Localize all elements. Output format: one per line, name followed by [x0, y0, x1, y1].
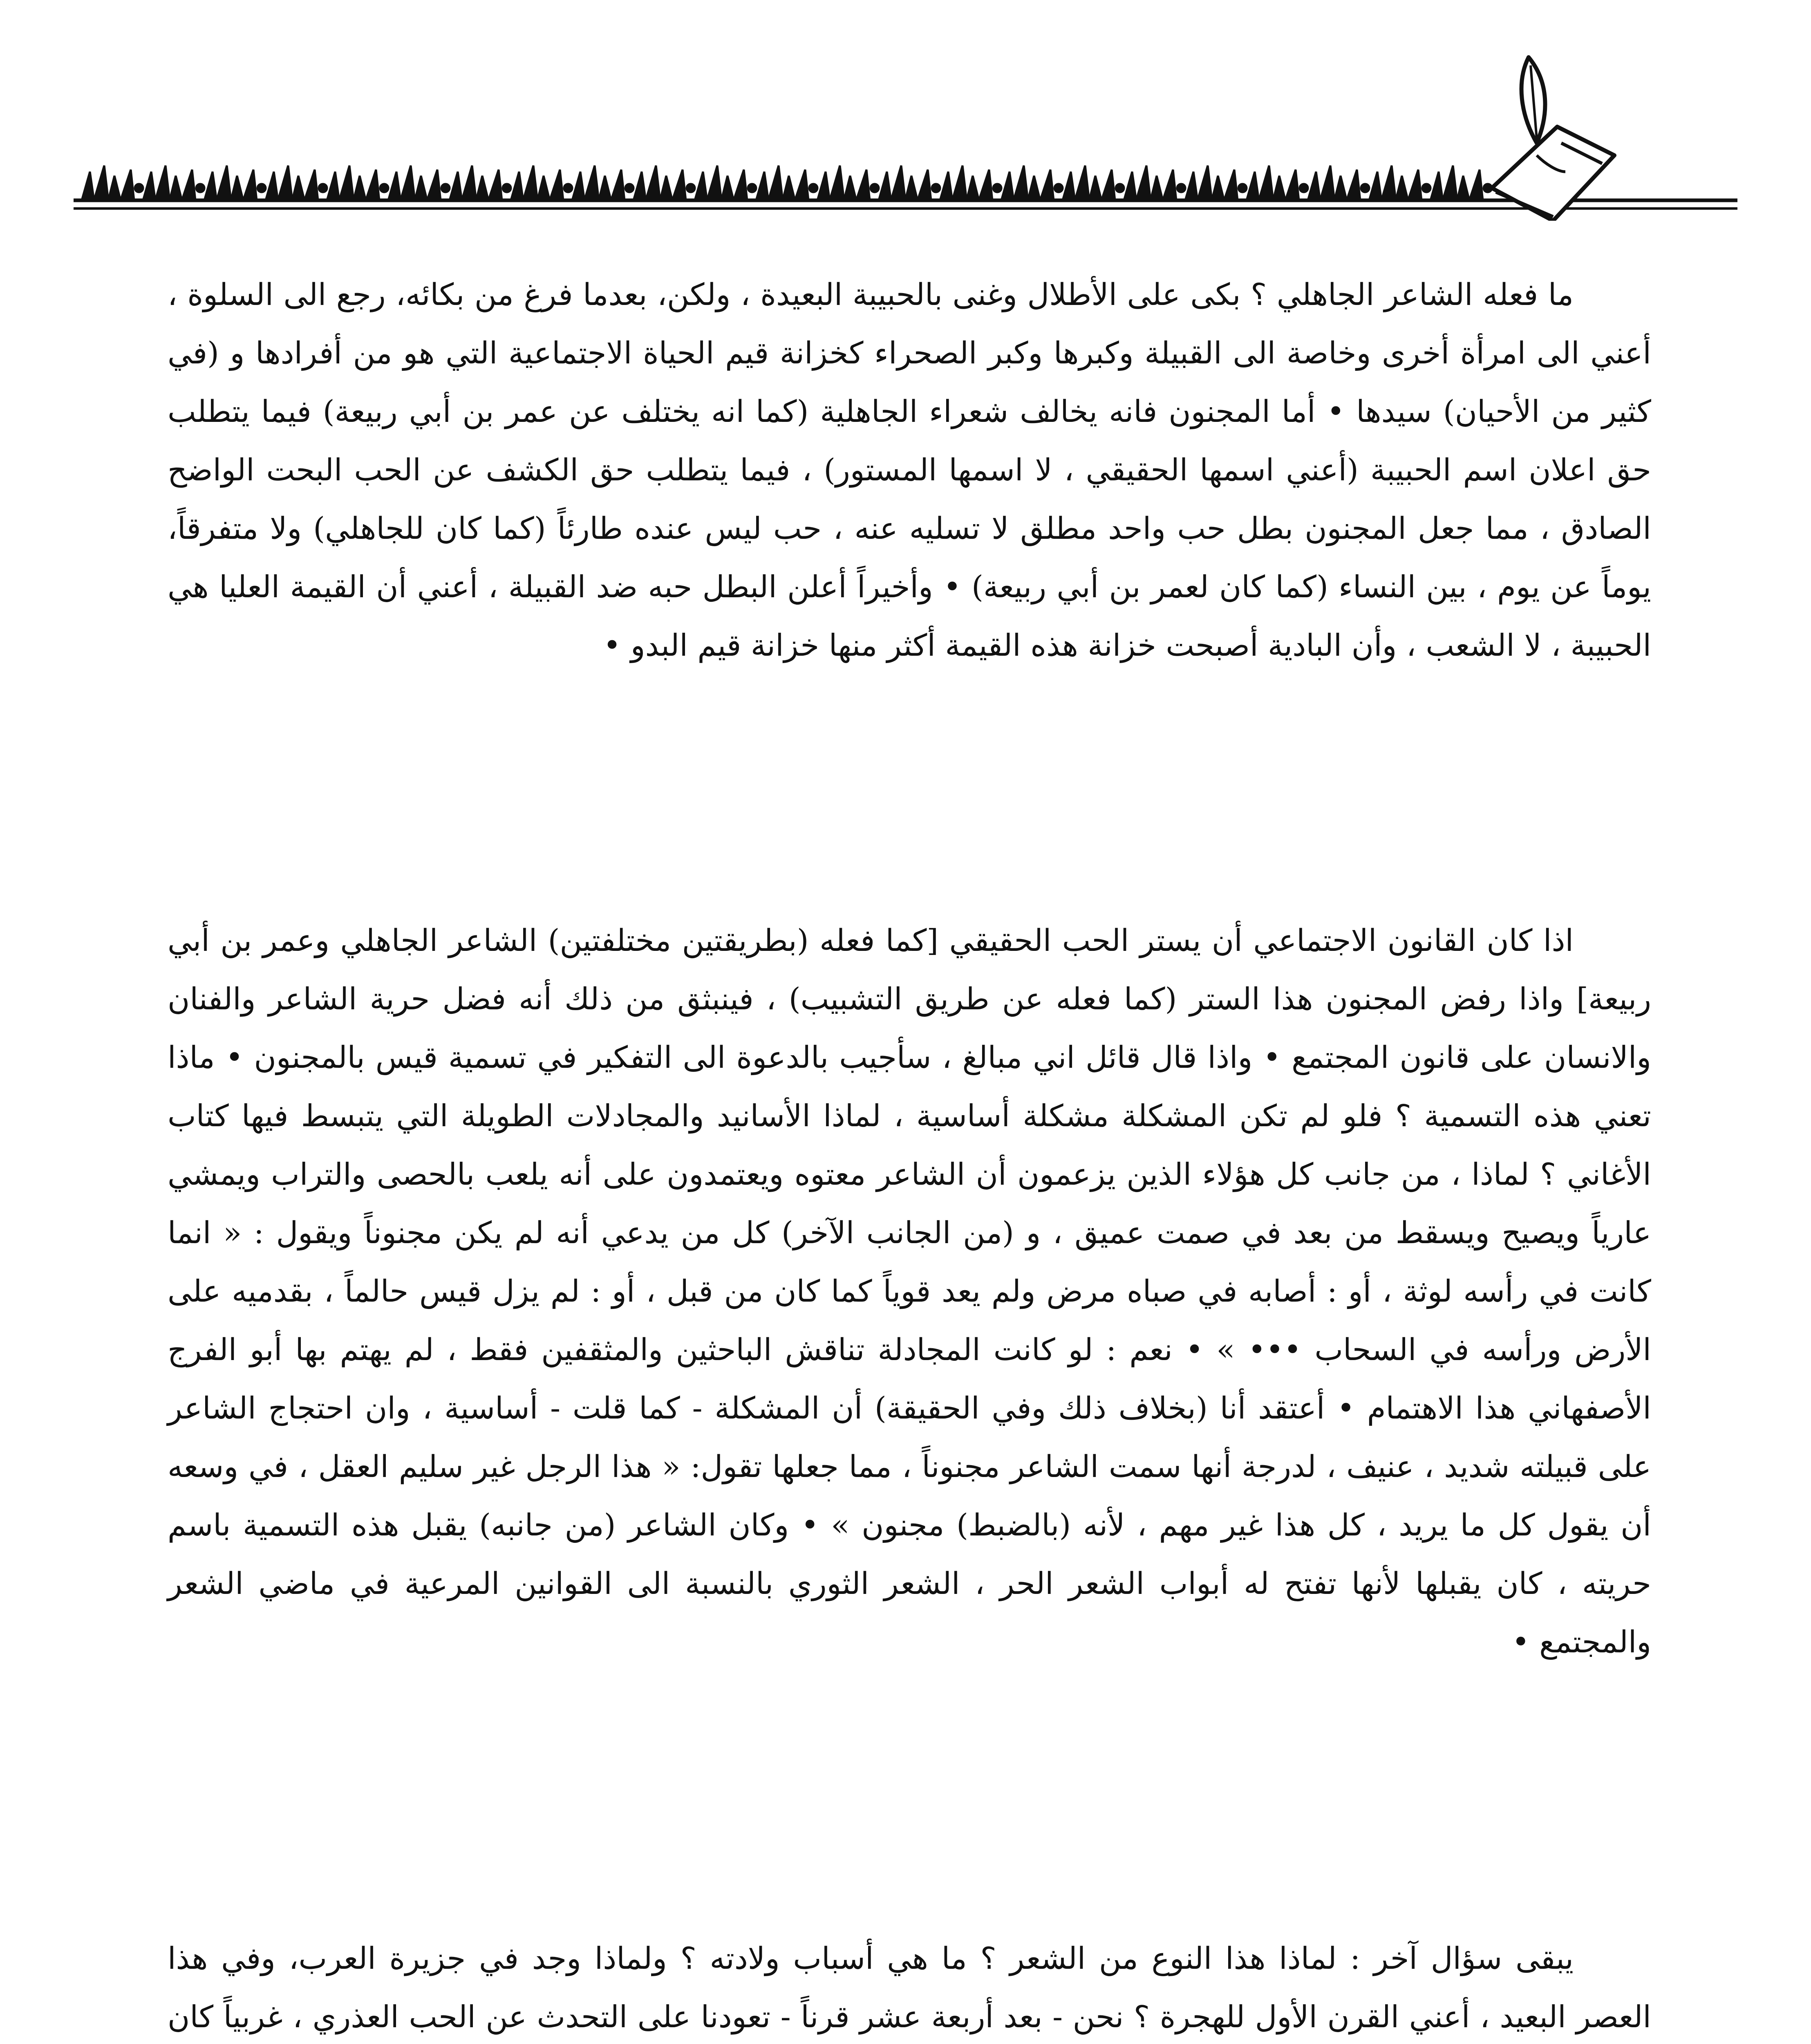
grass-tuft-icon — [204, 166, 257, 200]
grass-tuft-icon — [327, 166, 379, 200]
frieze-dot-icon — [871, 184, 879, 192]
paragraph-3-text: يبقى سؤال آخر : لماذا هذا النوع من الشعر ؟ ما هي أسباب ولادته ؟ ولماذا وجد في جزيرة العرب، وفي هذا العصر البعيد ، أعني القرن الأول للهجرة ؟ نحن - بعد أربعة عشر قرناً - تعودنا على التحدث عن الحب العذري ، غربياً كان — [168, 1941, 1651, 2035]
grass-tuft-icon — [388, 166, 441, 200]
frieze-dot-icon — [687, 184, 695, 192]
paragraph-1-text: ما فعله الشاعر الجاهلي ؟ بكى على الأطلال وغنى بالحبيبة البعيدة ، ولكن، بعدما فرغ من بكائه، رجع الى السلوة ، أعني الى امرأة أخرى وخاصة الى القبيلة وكبرها وكبر الصحراء كخزانة قيم الحياة الاجتماعية التي هو من أفرادها و (في كثير من الأحيان) سيدها • أما المجنون فانه يخالف شعراء الجاهلية (كما انه يختلف عن عمر بن أبي ربيعة) فيما يتطلب حق اعلان اسم الحبيبة (أعني اسمها الحقيقي ، لا اسمها المستور) ، فيما يتطلب حق الكشف عن الحب البحت الواضح الصادق ، مما جعل المجنون بطل حب واحد مطلق لا تسليه عنه ، حب ليس عنده طارئاً (كما كان للجاهلي) ولا متفرقاً، يوماً عن يوم ، بين النساء (كما كان لعمر بن أبي ربيعة) • وأخيراً أعلن البطل حبه ضد القبيلة ، أعني أن القيمة العليا هي الحبيبة ، لا الشعب ، وأن البادية أصبحت خزانة هذه القيمة أكثر منها خزانة قيم البدو • — [168, 277, 1651, 663]
header-ornament — [74, 49, 1737, 221]
grass-tuft-icon — [695, 166, 747, 200]
grass-tuft-icon — [756, 166, 808, 200]
frieze-dot-icon — [1238, 184, 1247, 192]
frieze-dot-icon — [380, 184, 388, 192]
grass-tuft-icon — [1124, 166, 1176, 200]
frieze-dot-icon — [564, 184, 572, 192]
ornament-frieze — [74, 200, 1737, 208]
frieze-dot-icon — [135, 184, 143, 192]
grass-tuft-icon — [634, 166, 686, 200]
grass-tufts — [82, 166, 1492, 200]
frieze-dot-icon — [503, 184, 511, 192]
paragraph-2-text: اذا كان القانون الاجتماعي أن يستر الحب الحقيقي [كما فعله (بطريقتين مختلفتين) الشاعر الجاهلي وعمر بن أبي ربيعة] واذا رفض المجنون هذا الستر (كما فعله عن طريق التشبيب) ، فينبثق من ذلك أنه فضل حرية الشاعر والفنان والانسان على قانون المجتمع • واذا قال قائل اني مبالغ ، سأجيب بالدعوة الى التفكير في تسمية قيس بالمجنون • ماذا تعني هذه التسمية ؟ فلو لم تكن المشكلة مشكلة أساسية ، لماذا الأسانيد والمجادلات الطويلة التي يتبسط فيها كتاب الأغاني ؟ لماذا ، من جانب كل هؤلاء الذين يزعمون أن الشاعر معتوه ويعتمدون على أنه يلعب بالحصى والتراب ويمشي عارياً ويصيح ويسقط من بعد في صمت عميق ، و (من الجانب الآخر) كل من يدعي أنه لم يكن مجنوناً ويقول : « انما كانت في رأسه لوثة ، أو : أصابه في صباه مرض ولم يعد قوياً كما كان من قبل ، أو : لم يزل قيس حالماً ، بقدميه على الأرض ورأسه في السحاب ••• » • نعم : لو كانت المجادلة تناقش الباحثين والمثقفين فقط ، لم يهتم بها أبو الفرج الأصفهاني هذا الاهتمام • أعتقد أنا (بخلاف ذلك وفي الحقيقة) أن المشكلة - كما قلت - أساسية ، وان احتجاج الشاعر على قبيلته شديد ، عنيف ، لدرجة أنها سمت الشاعر مجنوناً ، مما جعلها تقول: « هذا الرجل غير سليم العقل ، في وسعه أن يقول كل ما يريد ، كل هذا غير مهم ، لأنه (بالضبط) مجنون » • وكان الشاعر (من جانبه) يقبل هذه التسمية باسم حريته ، كان يقبلها لأنها تفتح له أبواب الشعر الحر ، الشعر الثوري بالنسبة الى القوانين المرعية في ماضي الشعر والمجتمع • — [168, 923, 1651, 1660]
grass-tuft-icon — [143, 166, 195, 200]
frieze-dot-icon — [748, 184, 756, 192]
grass-tuft-icon — [82, 166, 134, 200]
grass-tuft-icon — [1001, 166, 1054, 200]
frieze-dot-icon — [1116, 184, 1124, 192]
frieze-dot-icon — [932, 184, 940, 192]
frieze-dot-icon — [441, 184, 450, 192]
frieze-dot-icon — [993, 184, 1001, 192]
grass-tuft-icon — [572, 166, 625, 200]
quill-inkwell-icon — [1492, 57, 1614, 221]
frieze-dot-icon — [257, 184, 266, 192]
frieze-dot-icon — [625, 184, 634, 192]
grass-tuft-icon — [879, 166, 931, 200]
paragraph-1 — [168, 266, 1651, 675]
paragraph-2 — [168, 912, 1651, 1672]
frieze-dot-icon — [1054, 184, 1063, 192]
frieze-dot-icon — [1300, 184, 1308, 192]
grass-tuft-icon — [1308, 166, 1360, 200]
frieze-dot-icon — [196, 184, 204, 192]
grass-tuft-icon — [266, 166, 318, 200]
frieze-dot-icon — [1361, 184, 1369, 192]
grass-tuft-icon — [511, 166, 563, 200]
frieze-dot-icon — [1422, 184, 1430, 192]
grass-tuft-icon — [1430, 166, 1483, 200]
grass-tuft-icon — [1247, 166, 1299, 200]
grass-tuft-icon — [1369, 166, 1421, 200]
frieze-dot-icon — [1177, 184, 1185, 192]
grass-tuft-icon — [1185, 166, 1238, 200]
paragraph-3 — [168, 1930, 1651, 2044]
frieze-dot-icon — [319, 184, 327, 192]
grass-tuft-icon — [940, 166, 992, 200]
frieze-dot-icon — [809, 184, 817, 192]
grass-tuft-icon — [1063, 166, 1115, 200]
grass-tuft-icon — [450, 166, 502, 200]
grass-tuft-icon — [817, 166, 870, 200]
